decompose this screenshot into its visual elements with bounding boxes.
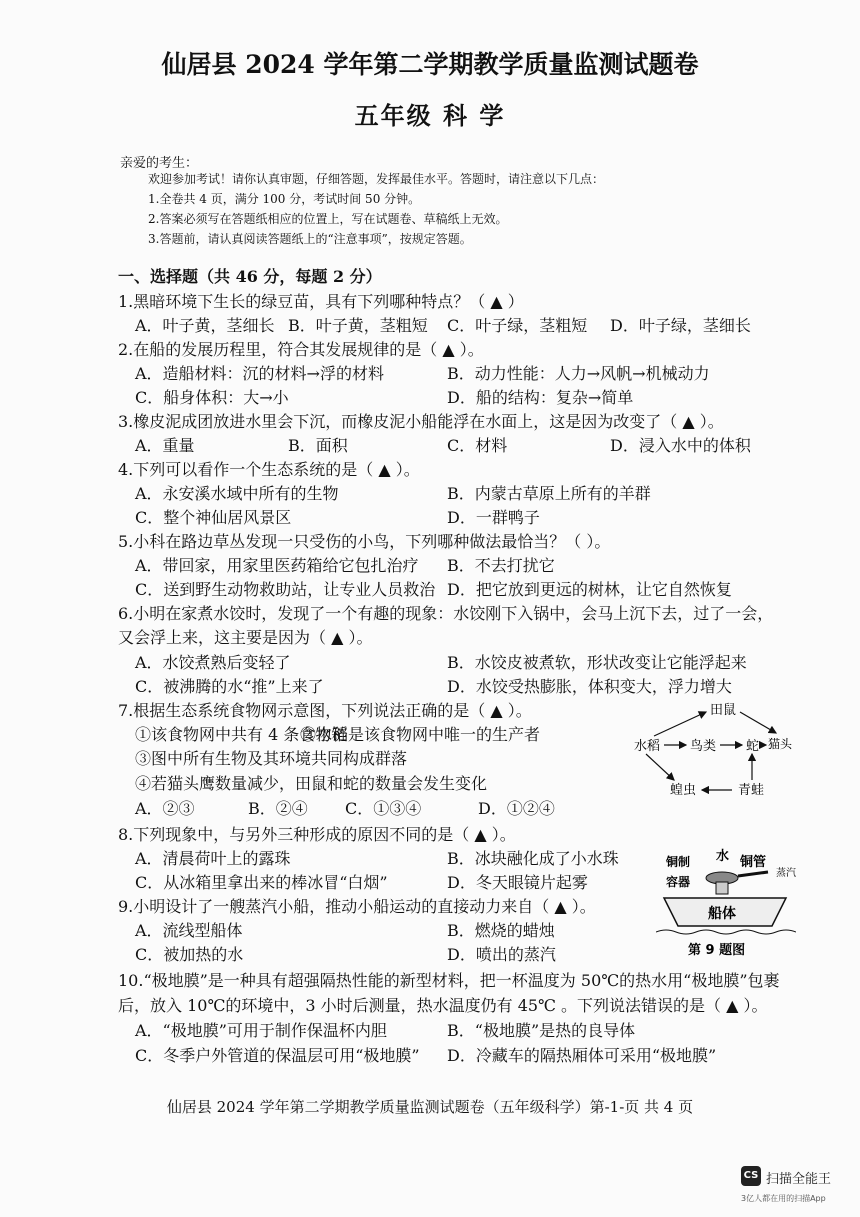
option-d: D．船的结构：复杂→简单 <box>447 388 634 407</box>
node-owl: 猫头 <box>768 737 793 751</box>
page-footer: 仙居县 2024 学年第二学期教学质量监测试题卷（五年级科学）第-1-页 共 4 页 <box>166 1098 694 1116</box>
watermark-name: 扫描全能王 <box>766 1172 832 1187</box>
option-c: C．从冰箱里拿出来的棒冰冒“白烟” <box>135 873 388 892</box>
option-a: A．重量 <box>135 436 195 455</box>
question-stem-continued: 又会浮上来，这主要是因为（ ▲ ）。 <box>118 628 373 647</box>
question-stem: 8.下列现象中，与另外三种形成的原因不同的是（ ▲ ）。 <box>118 825 516 844</box>
question-stem-continued: 后，放入 10℃的环境中，3 小时后测量，热水温度仍有 45℃ 。下列说法错误的是（ ▲ ）。 <box>118 996 768 1015</box>
option-b: B．燃烧的蜡烛 <box>447 921 555 940</box>
label-water: 水 <box>716 849 730 864</box>
statement-3: ③图中所有生物及其环境共同构成群落 <box>135 749 408 768</box>
node-snake: 蛇 <box>746 739 760 754</box>
option-a: A．带回家，用家里医药箱给它包扎治疗 <box>135 556 419 575</box>
option-d: D．冬天眼镜片起雾 <box>447 873 588 892</box>
candle <box>716 882 728 894</box>
option-b: B．内蒙古草原上所有的羊群 <box>447 484 651 503</box>
exam-title: 仙居县 2024 学年第二学期教学质量监测试题卷 <box>161 50 699 79</box>
option-c: C．材料 <box>447 436 508 455</box>
option-a: A．造船材料：沉的材料→浮的材料 <box>135 364 384 383</box>
option-b: B．②④ <box>248 799 308 818</box>
label-steam: 蒸汽 <box>776 868 796 879</box>
option-b: B．面积 <box>288 436 348 455</box>
option-b: B．叶子黄，茎粗短 <box>288 316 428 335</box>
option-d: D．叶子绿，茎细长 <box>610 316 751 335</box>
watermark-tagline: 3亿人都在用的扫描App <box>741 1194 826 1203</box>
statement-1: ①该食物网中共有 4 条食物链 <box>135 725 348 744</box>
option-d: D．水饺受热膨胀，体积变大，浮力增大 <box>447 677 732 696</box>
option-a: A．“极地膜”可用于制作保温杯内胆 <box>135 1021 387 1040</box>
option-d: D．浸入水中的体积 <box>610 436 751 455</box>
notice-welcome: 欢迎参加考试！请你认真审题，仔细答题，发挥最佳水平。答题时，请注意以下几点： <box>148 172 605 186</box>
label-hull: 船体 <box>708 906 736 922</box>
option-c: C．冬季户外管道的保温层可用“极地膜” <box>135 1046 420 1065</box>
question-stem: 10.“极地膜”是一种具有超强隔热性能的新型材料，把一杯温度为 50℃的热水用“极地膜”包裹 <box>118 971 780 990</box>
steam-boat-diagram <box>656 846 796 958</box>
node-locust: 蝗虫 <box>670 783 697 798</box>
notice-greeting: 亲爱的考生： <box>120 156 199 171</box>
option-b: B．冰块融化成了小水珠 <box>447 849 619 868</box>
statement-2: ②水稻是该食物网中唯一的生产者 <box>300 725 541 744</box>
notice-item-3: 3.答题前，请认真阅读答题纸上的“注意事项”，按规定答题。 <box>148 232 472 246</box>
node-bird: 鸟类 <box>690 739 717 754</box>
copper-pipe <box>738 872 768 876</box>
question-stem: 2.在船的发展历程里，符合其发展规律的是（ ▲ ）。 <box>118 340 484 359</box>
option-a: A．叶子黄，茎细长 <box>135 316 275 335</box>
option-c: C．船身体积：大→小 <box>135 388 289 407</box>
arrow-rice-mouse <box>654 712 706 736</box>
notice-item-2: 2.答案必须写在答题纸相应的位置上，写在试题卷、草稿纸上无效。 <box>148 212 508 226</box>
question-stem: 7.根据生态系统食物网示意图，下列说法正确的是（ ▲ ）。 <box>118 701 532 720</box>
question-stem: 6.小明在家煮水饺时，发现了一个有趣的现象：水饺刚下入锅中，会马上沉下去，过了一会， <box>118 604 774 623</box>
notice-item-1: 1.全卷共 4 页，满分 100 分，考试时间 50 分钟。 <box>148 192 421 206</box>
option-a: A．②③ <box>135 799 195 818</box>
label-copper-container-2: 容器 <box>666 875 691 889</box>
option-b: B．水饺皮被煮软，形状改变让它能浮起来 <box>447 653 747 672</box>
option-b: B．不去打扰它 <box>447 556 555 575</box>
food-web-diagram <box>628 700 800 804</box>
label-copper-pipe: 铜管 <box>740 855 767 870</box>
question-stem: 3.橡皮泥成团放进水里会下沉，而橡皮泥小船能浮在水面上，这是因为改变了（ ▲ ）。 <box>118 412 724 431</box>
option-b: B．动力性能：人力→风帆→机械动力 <box>447 364 710 383</box>
option-d: D．把它放到更远的树林，让它自然恢复 <box>447 580 732 599</box>
option-c: C．叶子绿，茎粗短 <box>447 316 588 335</box>
option-a: A．水饺煮熟后变轻了 <box>135 653 291 672</box>
arrow-rice-locust <box>646 754 674 780</box>
option-c: C．送到野生动物救助站，让专业人员救治 <box>135 580 436 599</box>
camscanner-logo-icon: CS <box>741 1166 761 1186</box>
node-rice: 水稻 <box>634 739 661 754</box>
option-d: D．冷藏车的隔热厢体可采用“极地膜” <box>447 1046 717 1065</box>
option-a: A．永安溪水域中所有的生物 <box>135 484 339 503</box>
option-c: C．整个神仙居风景区 <box>135 508 292 527</box>
arrow-mouse-owl <box>740 712 776 733</box>
water-wave <box>656 930 796 934</box>
statement-4: ④若猫头鹰数量减少，田鼠和蛇的数量会发生变化 <box>135 774 488 793</box>
question-stem: 9.小明设计了一艘蒸汽小船，推动小船运动的直接动力来自（ ▲ ）。 <box>118 897 596 916</box>
option-c: C．被加热的水 <box>135 945 244 964</box>
option-d: D．①②④ <box>478 799 555 818</box>
option-b: B．“极地膜”是热的良导体 <box>447 1021 636 1040</box>
option-d: D．一群鸭子 <box>447 508 540 527</box>
option-a: A．流线型船体 <box>135 921 243 940</box>
question-stem: 4.下列可以看作一个生态系统的是（ ▲ ）。 <box>118 460 420 479</box>
option-c: C．被沸腾的水“推”上来了 <box>135 677 324 696</box>
question-stem: 1.黑暗环境下生长的绿豆苗，具有下列哪种特点？（ ▲ ） <box>118 292 524 311</box>
option-d: D．喷出的蒸汽 <box>447 945 556 964</box>
exam-subtitle: 五年级 科 学 <box>354 101 506 130</box>
node-mouse: 田鼠 <box>710 703 737 718</box>
label-copper-container-1: 铜制 <box>666 855 691 869</box>
option-c: C．①③④ <box>345 799 422 818</box>
section-heading: 一、选择题（共 46 分，每题 2 分） <box>118 267 382 286</box>
figure-caption: 第 9 题图 <box>688 943 746 958</box>
option-a: A．清晨荷叶上的露珠 <box>135 849 291 868</box>
node-frog: 青蛙 <box>738 783 765 798</box>
question-stem: 5.小科在路边草丛发现一只受伤的小鸟，下列哪种做法最恰当？（ ）。 <box>118 532 611 551</box>
